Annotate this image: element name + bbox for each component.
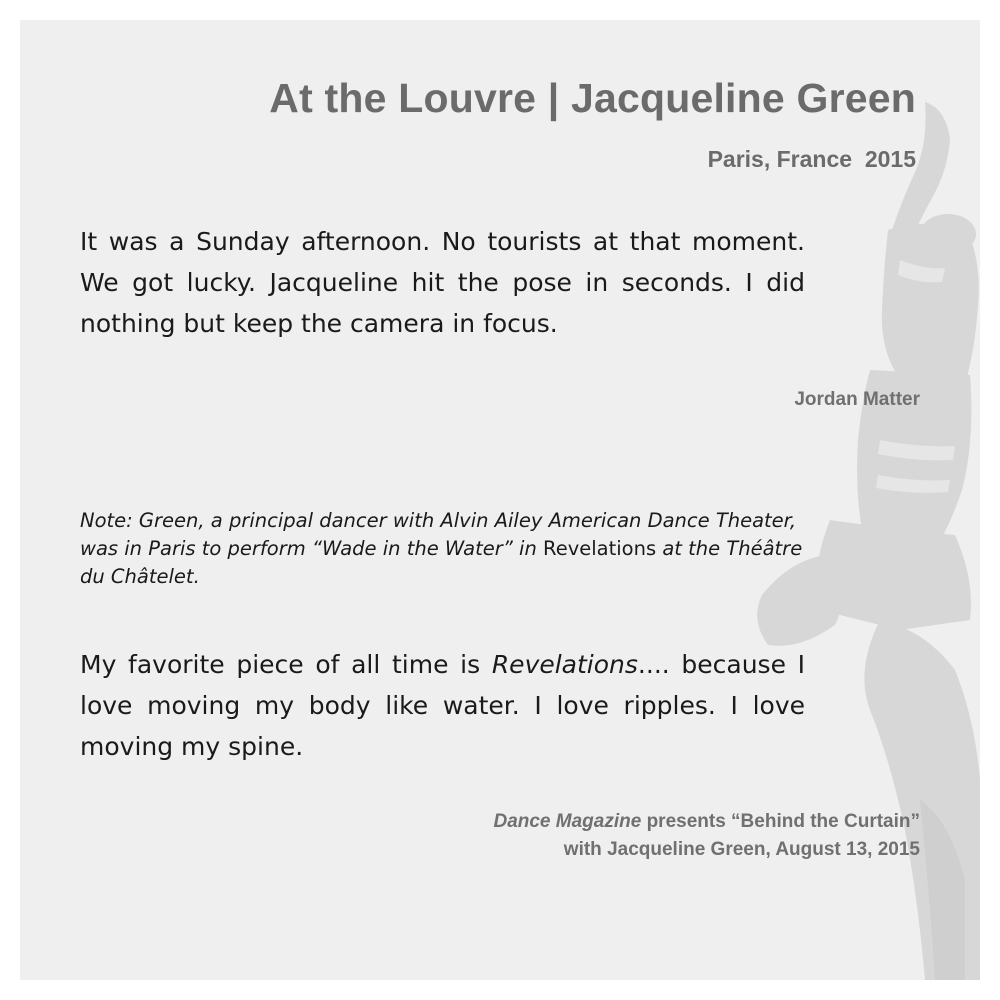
dancer-quote-start: My favorite piece of all time is — [80, 650, 492, 679]
location-text: Paris, France — [707, 146, 853, 172]
note-text-end: at the Théâtre du Châtelet. — [80, 537, 803, 588]
dancer-quote-work-title: Revelations — [491, 650, 638, 679]
page-title: At the Louvre | Jacqueline Green — [269, 75, 916, 121]
page-panel — [20, 20, 980, 980]
dancer-quote — [80, 644, 805, 767]
note-text-start: Note: Green, a principal dancer with Alvin Ailey American Dance Theater, was in Paris to perform “Wade in the Water” in — [80, 509, 797, 560]
note-work-title: Revelations — [543, 537, 657, 560]
source-line-1 — [493, 808, 920, 836]
dancer-quote-end: .... because I love moving my body like water. I love ripples. I love moving my spine. — [80, 650, 805, 761]
source-line-1-rest: presents “Behind the Curtain” — [641, 811, 920, 832]
publication-name: Dance Magazine — [493, 811, 642, 832]
year-text: 2015 — [864, 146, 916, 172]
source-line-2: with Jacqueline Green, August 13, 2015 — [563, 839, 920, 860]
photographer-quote: It was a Sunday afternoon. No tourists at that moment. We got lucky. Jacqueline hit the pose in seconds. I did nothing but keep the camera in focus. — [80, 227, 805, 338]
photographer-name: Jordan Matter — [794, 389, 920, 410]
location-date — [708, 146, 916, 173]
source-citation — [493, 808, 920, 864]
context-note — [80, 507, 805, 591]
